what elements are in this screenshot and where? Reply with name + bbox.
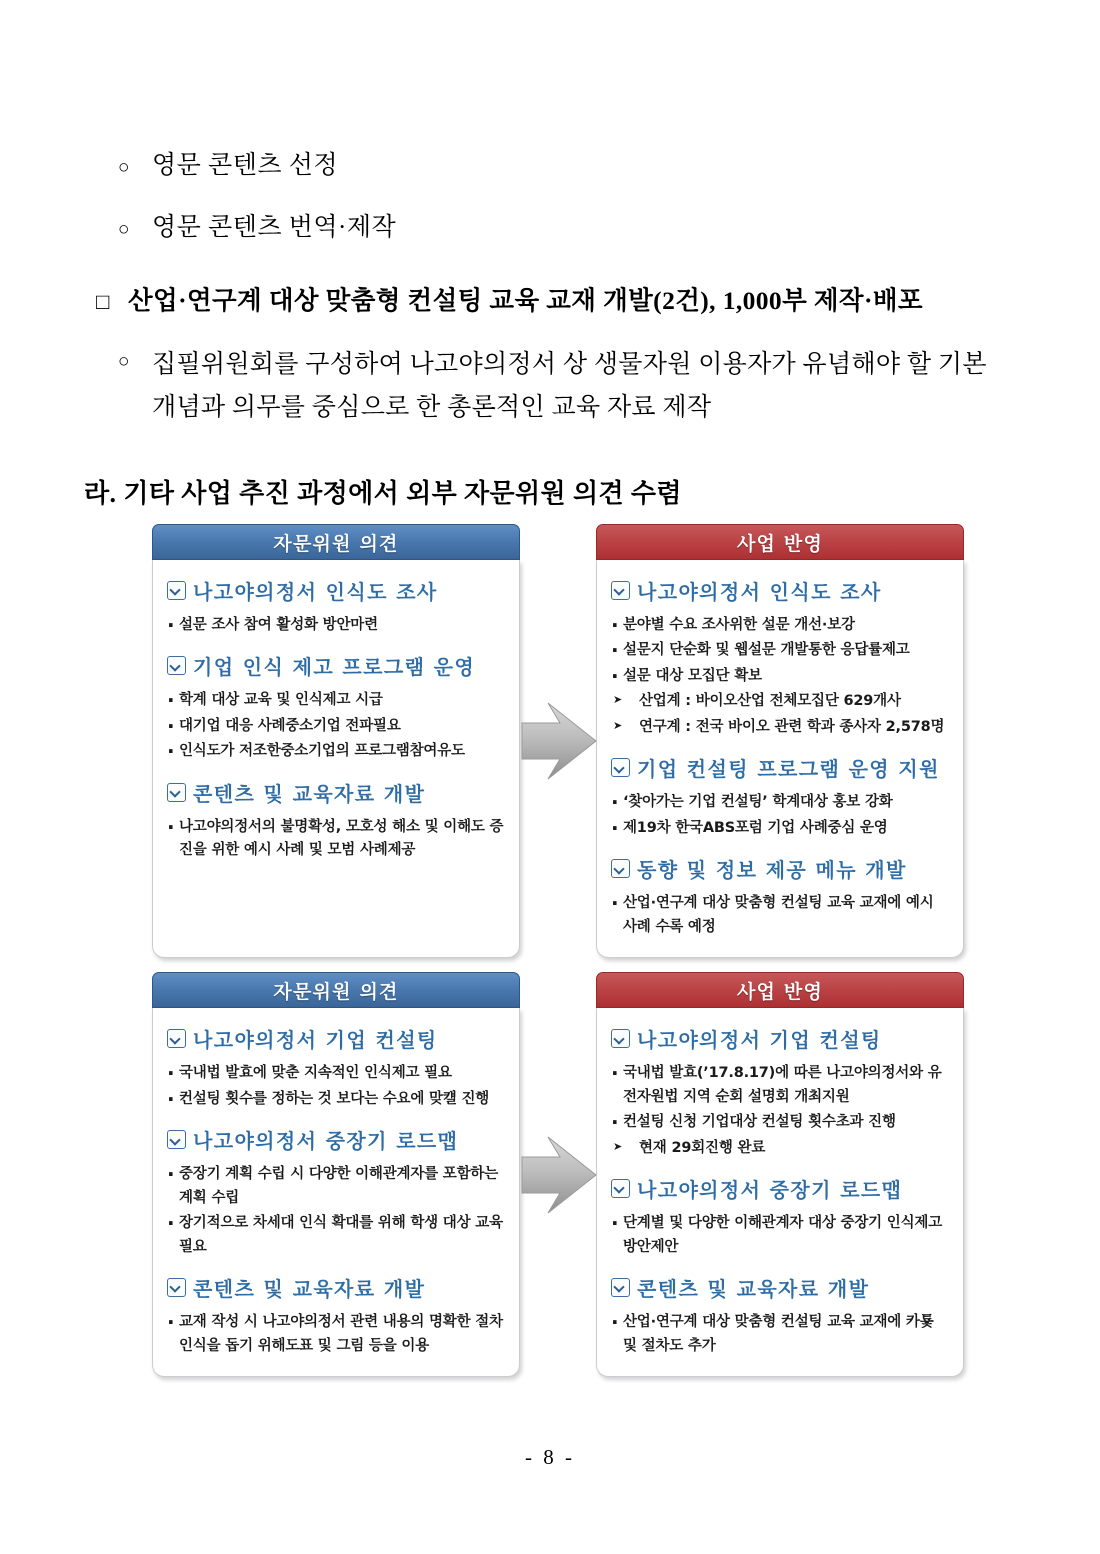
- card-section: [167, 651, 507, 763]
- flow-arrow-icon: [520, 1133, 598, 1217]
- card-section-title: [167, 1024, 507, 1053]
- checkbox-chevron-icon: [167, 1130, 186, 1149]
- card-section-title-text: 나고야의정서 기업 컨설팅: [637, 1028, 882, 1053]
- card-section-title-text: 콘텐츠 및 교육자료 개발: [193, 781, 426, 806]
- card-section: [167, 1273, 507, 1358]
- document-text-body: [84, 148, 1028, 510]
- card-section-title: [611, 1174, 951, 1203]
- list-item: · 산업·연구계 대상 맞춤형 컨설팅 교육 교재에 예시 사례 수록 예정: [611, 892, 951, 939]
- list-item: ➤ 연구계 : 전국 바이오 관련 학과 종사자 2,578명: [611, 716, 951, 739]
- card-section-title-text: 나고야의정서 중장기 로드맵: [193, 1129, 459, 1154]
- business-reflection-card: [596, 972, 964, 1377]
- list-item: · 단계별 및 다양한 이해관계자 대상 중장기 인식제고 방안제안: [611, 1212, 951, 1259]
- card-section-title-text: 동향 및 정보 제공 메뉴 개발: [637, 858, 907, 883]
- list-item: · 설문 조사 참여 활성화 방안마련: [167, 614, 507, 637]
- card-section-bullets: [167, 689, 507, 763]
- circle-bullet-icon: ○: [118, 350, 130, 372]
- list-item: · 인식도가 저조한중소기업의 프로그램참여유도: [167, 740, 507, 763]
- paragraph-item: [118, 343, 1028, 429]
- checkbox-chevron-icon: [611, 1179, 630, 1198]
- checkbox-chevron-icon: [167, 783, 186, 802]
- advisory-opinion-card: [152, 972, 520, 1377]
- square-bullet-icon: □: [96, 288, 110, 314]
- card-section-title-text: 기업 인식 제고 프로그램 운영: [193, 655, 476, 680]
- list-item: · 국내법 발효(’17.8.17)에 따른 나고야의정서와 유전자원법 지역 순회 설명회 개최지원: [611, 1062, 951, 1109]
- card-body: [152, 1008, 520, 1377]
- list-item: · 산업·연구계 대상 맞춤형 컨설팅 교육 교재에 카툧 및 절차도 추가: [611, 1311, 951, 1358]
- circle-bullet-icon: ○: [118, 219, 130, 241]
- card-section-title: [611, 576, 951, 605]
- card-section-bullets: [167, 1311, 507, 1358]
- list-item: ➤ 산업계 : 바이오산업 전체모집단 629개사: [611, 690, 951, 713]
- card-section-bullets: [611, 1311, 951, 1358]
- list-item: · 제19차 한국ABS포럼 기업 사례중심 운영: [611, 817, 951, 840]
- card-section-bullets: [167, 614, 507, 637]
- card-section-title: [611, 753, 951, 782]
- card-section-title-text: 콘텐츠 및 교육자료 개발: [193, 1277, 426, 1302]
- diagram-row: [152, 972, 964, 1377]
- card-section-bullets: [167, 816, 507, 863]
- list-item: · 설문 대상 모집단 확보: [611, 665, 951, 688]
- advisory-feedback-diagram: [152, 524, 964, 1391]
- list-item: · 분야별 수요 조사위한 설문 개선·보강: [611, 614, 951, 637]
- card-header-advisory-opinion: 자문위원 의견: [152, 972, 520, 1008]
- card-section-title: [167, 1273, 507, 1302]
- card-section-title-text: 콘텐츠 및 교육자료 개발: [637, 1277, 870, 1302]
- business-reflection-card: [596, 524, 964, 958]
- card-section-bullets: [167, 1062, 507, 1111]
- card-section-title-text: 나고야의정서 중장기 로드맵: [637, 1178, 903, 1203]
- card-section-title: [167, 778, 507, 807]
- bullet-text: 영문 콘텐츠 선정: [152, 152, 339, 179]
- card-section-title-text: 기업 컨설팅 프로그램 운영 지원: [637, 757, 940, 782]
- card-section: [167, 576, 507, 637]
- card-section-title: [167, 576, 507, 605]
- list-item: · 교재 작성 시 나고야의정서 관련 내용의 명확한 절차 인식을 돕기 위해도표 및 그림 등을 이용: [167, 1311, 507, 1358]
- list-item: · 국내법 발효에 맞춘 지속적인 인식제고 필요: [167, 1062, 507, 1085]
- card-header-business-reflection: 사업 반영: [596, 524, 964, 560]
- list-item: · 중장기 계획 수립 시 다양한 이해관계자를 포함하는 계획 수립: [167, 1163, 507, 1210]
- card-section: [611, 576, 951, 739]
- card-section-title: [611, 1024, 951, 1053]
- card-section-title-text: 나고야의정서 인식도 조사: [637, 580, 882, 604]
- card-section-bullets: [611, 892, 951, 939]
- card-section: [611, 854, 951, 939]
- card-section-title: [167, 651, 507, 680]
- section-heading-ra: 라. 기타 사업 추진 과정에서 외부 자문위원 의견 수렴: [84, 478, 682, 508]
- checkbox-chevron-icon: [611, 859, 630, 878]
- bullet-item: [118, 148, 1028, 184]
- checkbox-chevron-icon: [167, 656, 186, 675]
- bullet-item: [118, 210, 1028, 246]
- list-item: ➤ 현재 29회진행 완료: [611, 1137, 951, 1160]
- card-section: [167, 778, 507, 863]
- diagram-row: [152, 524, 964, 958]
- list-item: · 장기적으로 차세대 인식 확대를 위해 학생 대상 교육 필요: [167, 1212, 507, 1259]
- card-section-title: [611, 854, 951, 883]
- card-section-title-text: 나고야의정서 기업 컨설팅: [193, 1028, 438, 1053]
- list-item: · 학계 대상 교육 및 인식제고 시급: [167, 689, 507, 712]
- list-item: · 대기업 대응 사례중소기업 전파필요: [167, 715, 507, 738]
- card-header-advisory-opinion: 자문위원 의견: [152, 524, 520, 560]
- list-item: · 나고야의정서의 불명확성, 모호성 해소 및 이해도 증진을 위한 예시 사례 및 모범 사례제공: [167, 816, 507, 863]
- card-section-title-text: 나고야의정서 인식도 조사: [193, 580, 438, 604]
- card-section: [611, 1024, 951, 1160]
- card-section: [611, 1273, 951, 1358]
- card-body: [596, 1008, 964, 1377]
- card-section: [167, 1125, 507, 1259]
- card-section: [611, 753, 951, 840]
- paragraph-text: [152, 343, 1028, 429]
- checkbox-chevron-icon: [611, 1278, 630, 1297]
- card-section-bullets: [611, 791, 951, 840]
- advisory-opinion-card: [152, 524, 520, 958]
- paragraph-line-2: 개념과 의무를 중심으로 한 총론적인 교육 자료 제작: [152, 393, 712, 421]
- list-item: · 컨설팅 신청 기업대상 컨설팅 횟수초과 진행: [611, 1111, 951, 1134]
- card-section-bullets: [611, 614, 951, 739]
- page-number: - 8 -: [525, 1445, 575, 1469]
- paragraph-line-1: 집필위원회를 구성하여 나고야의정서 상 생물자원 이용자가 유념해야 할 기본: [152, 350, 987, 378]
- checkbox-chevron-icon: [167, 1278, 186, 1297]
- card-body: [152, 560, 520, 958]
- section-heading-square: [96, 281, 1028, 317]
- card-section: [167, 1024, 507, 1111]
- card-section-bullets: [167, 1163, 507, 1259]
- card-section: [611, 1174, 951, 1259]
- card-header-business-reflection: 사업 반영: [596, 972, 964, 1008]
- section-heading-text: 산업·연구계 대상 맞춤형 컨설팅 교육 교재 개발(2건), 1,000부 제작·배포: [128, 285, 923, 315]
- list-item: · 설문지 단순화 및 웹설문 개발통한 응답률제고: [611, 639, 951, 662]
- checkbox-chevron-icon: [611, 1029, 630, 1048]
- card-body: [596, 560, 964, 958]
- bullet-text: 영문 콘텐츠 번역·제작: [152, 214, 397, 242]
- list-item: · 컨설팅 횟수를 정하는 것 보다는 수요에 맞컐 진행: [167, 1088, 507, 1111]
- list-item: · ‘찾아가는 기업 컨설팅’ 학계대상 홍보 강화: [611, 791, 951, 814]
- card-section-bullets: [611, 1212, 951, 1259]
- checkbox-chevron-icon: [611, 581, 630, 600]
- circle-bullet-icon: ○: [118, 157, 130, 178]
- flow-arrow-icon: [520, 699, 598, 783]
- card-section-title: [167, 1125, 507, 1154]
- checkbox-chevron-icon: [167, 1029, 186, 1048]
- card-section-bullets: [611, 1062, 951, 1160]
- checkbox-chevron-icon: [611, 758, 630, 777]
- checkbox-chevron-icon: [167, 581, 186, 600]
- card-section-title: [611, 1273, 951, 1302]
